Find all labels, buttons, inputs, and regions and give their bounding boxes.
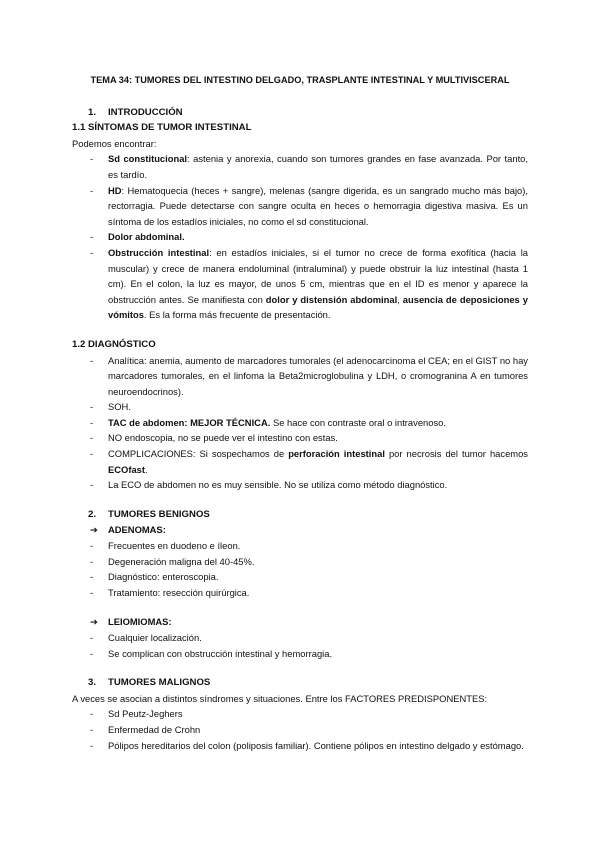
section-number: 3. [88, 677, 97, 689]
diagnosis-list [72, 353, 528, 493]
list-item: - Obstrucción intestinal: en estadíos iniciales, si el tumor no crece de forma exofítica (hacia la muscular) y crece de manera endoluminal (intraluminal) y puede obstruir la luz intestinal (hasta 1 cm). En el colon, la luz es mayor, de unos 5 cm, mientras que en el ID es menor y aparece la obstrucción antes. Se manifiesta con dolor y distensión abdominal, ausencia de deposiciones y vómitos. Es la forma más frecuente de presentación. [72, 245, 528, 323]
list-item: - Degeneración maligna del 40-45%. [72, 554, 528, 570]
section-title: INTRODUCCIÓN [108, 106, 183, 118]
list-item: - Tratamiento: resección quirúrgica. [72, 585, 528, 601]
list-item: - Frecuentes en duodeno e íleon. [72, 538, 528, 554]
subheading-leiomiomas: ➔ LEIOMIOMAS: [72, 614, 528, 630]
list-item: - Diagnóstico: enteroscopia. [72, 569, 528, 585]
leiomiomas-list [72, 630, 528, 661]
list-item: - HD: Hematoquecia (heces + sangre), melenas (sangre digerida, es un sangrado mucho más bajo), rectorragia. Puede detectarse con sangre oculta en heces o hemorragia digestiva masiva. Es un síntoma de los estadíos iniciales, no como el sd constitucional. [72, 183, 528, 230]
symptoms-list [72, 151, 528, 323]
list-item: - TAC de abdomen: MEJOR TÉCNICA. Se hace con contraste oral o intravenoso. [72, 415, 528, 431]
list-item: - NO endoscopia, no se puede ver el intestino con estas. [72, 430, 528, 446]
list-item: - Sd constitucional: astenia y anorexia, cuando son tumores grandes en fase avanzada. Por tanto, es tardío. [72, 151, 528, 182]
subsection-heading-sintomas: 1.1 SÍNTOMAS DE TUMOR INTESTINAL [72, 122, 252, 134]
list-item: - SOH. [72, 399, 528, 415]
section-title: TUMORES BENIGNOS [108, 508, 210, 520]
list-item: - COMPLICACIONES: Si sospechamos de perforación intestinal por necrosis del tumor hacemos ECOfast. [72, 446, 528, 477]
risk-factors-list [72, 706, 528, 753]
adenomas-list [72, 538, 528, 600]
list-item: - La ECO de abdomen no es muy sensible. No se utiliza como método diagnóstico. [72, 477, 528, 493]
list-item: - Pólipos hereditarios del colon (poliposis familiar). Contiene pólipos en intestino delgado y estómago. [72, 738, 528, 754]
subsection-heading-diagnostico: 1.2 DIAGNÓSTICO [72, 338, 156, 350]
list-item: - Enfermedad de Crohn [72, 722, 528, 738]
list-item: - Analítica: anemia, aumento de marcadores tumorales (el adenocarcinoma el CEA; en el GIST no hay marcadores tumorales, en el linfoma la Beta2microglobulina y LDH, o cromogranina A en tumores neuroendocrinos). [72, 353, 528, 400]
list-item: - Cualquier localización. [72, 630, 528, 646]
paragraph-lead: A veces se asocian a distintos síndromes y situaciones. Entre los FACTORES PREDISPONENTES: [72, 692, 488, 704]
section-number: 1. [88, 106, 97, 118]
section-number: 2. [88, 508, 97, 520]
arrow-right-icon: ➔ [90, 524, 98, 536]
document-title: TEMA 34: TUMORES DEL INTESTINO DELGADO, TRASPLANTE INTESTINAL Y MULTIVISCERAL [90, 75, 510, 85]
subheading-adenomas: ➔ ADENOMAS: [72, 522, 528, 538]
list-item: - Se complican con obstrucción intestinal y hemorragia. [72, 646, 528, 662]
list-item: - Dolor abdominal. [72, 229, 528, 245]
list-item: - Sd Peutz-Jeghers [72, 706, 528, 722]
paragraph-lead: Podemos encontrar: [72, 137, 157, 149]
section-heading-malignos [72, 675, 528, 691]
section-heading-benignos [72, 507, 528, 523]
arrow-right-icon: ➔ [90, 616, 98, 628]
section-title: TUMORES MALIGNOS [108, 677, 211, 689]
section-heading-introduccion [72, 105, 528, 121]
